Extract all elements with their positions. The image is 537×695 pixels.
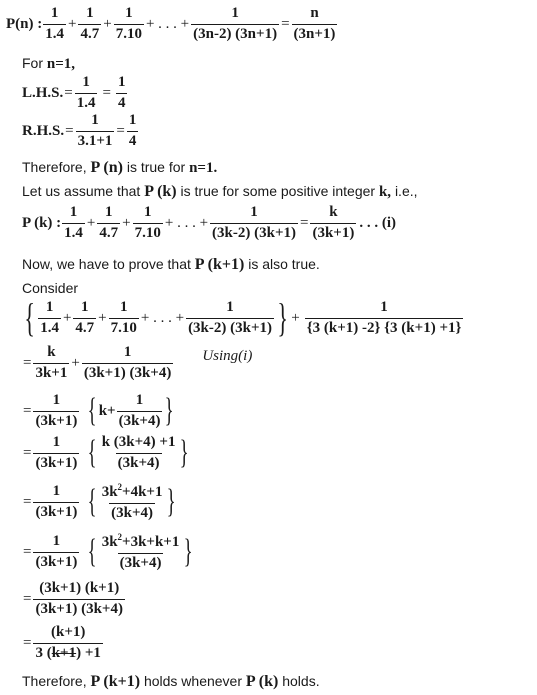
conclusion-line: Therefore, P (k+1) holds whenever P (k) holds. bbox=[22, 673, 320, 690]
big-expression: { 1 1.4 + $\frac{1}{4.7}$ + $\frac{1}{7.10}$ + . . . + $\frac{1}{(3k-2) (3k+1)}$ } + $\frac{1}{\{3 (k+1) -2\} \{3 (k+1) +1\}}$ bbox=[24, 295, 462, 340]
step-6: = $\frac{(3k+1) (k+1)}{(3k+1) (3k+4)}$ bbox=[23, 580, 123, 617]
assume-line: Let us assume that P (k) is true for some positive integer k, i.e., bbox=[22, 183, 418, 200]
pn-lhs: P(n) : bbox=[6, 15, 43, 32]
using-i-note: Using(i) bbox=[202, 347, 253, 364]
step-3: = $\frac{1}{(3k+1)}$ { k (3k+4) +1 (3k+4) } bbox=[23, 434, 190, 472]
step-1: = $\frac{k}{3k+1}$ + $\frac{1}{(3k+1) (3k+4)}$ Using(i) bbox=[23, 344, 253, 381]
therefore-pn-line: Therefore, P (n) is true for n=1. bbox=[22, 159, 218, 176]
pk-statement: P (k) : 1 1.4 + $\frac{1}{4.7}$ + $\frac{1}{7.10}$ + . . . + $\frac{1}{(3k-2) (3k+1)}$ = $\frac{k}{(3k+1)}$ . . . (i) bbox=[22, 204, 397, 241]
step-5: = $\frac{1}{(3k+1)}$ { $3k^2+3k+k+1$ (3k+4) } bbox=[23, 532, 194, 571]
pn-statement: P(n) : 1 1.4 + $\frac{1}{4.7}$ + $\frac{1}{7.10}$ + . . . + $\frac{1}{(3n-2) (3n+1)}$ = $\frac{n}{(3n+1)}$ bbox=[6, 5, 336, 42]
pn-general-term: $\frac{1}{(3n-2) (3n+1)}$ bbox=[193, 5, 278, 42]
step-4: = $\frac{1}{(3k+1)}$ { $3k^2+4k+1$ (3k+4) } bbox=[23, 482, 177, 521]
lhs-line: L.H.S. = $\frac{1}{1.4}$ = $\frac{1}{4}$ bbox=[22, 74, 126, 111]
equation-ref-i: . . . (i) bbox=[359, 214, 397, 231]
pn-term3: $\frac{1}{7.10}$ bbox=[115, 5, 142, 42]
consider-label: Consider bbox=[22, 280, 79, 296]
step-2: = $\frac{1}{(3k+1)}$ { k+ $\frac{1}{(3k+4)}$ } bbox=[23, 392, 175, 430]
pn-result: $\frac{n}{(3n+1)}$ bbox=[293, 5, 336, 42]
pn-term1: 1 1.4 bbox=[45, 5, 64, 42]
rhs-line: R.H.S. = $\frac{1}{3.1+1}$ = $\frac{1}{4}$ bbox=[22, 112, 137, 149]
pn-term2: $\frac{1}{4.7}$ bbox=[80, 5, 100, 42]
for-n-line: For n=1, bbox=[22, 55, 76, 72]
step-7: = $\frac{(k+1)}{3 (k+1) +1}$ bbox=[23, 624, 101, 661]
prove-line: Now, we have to prove that P (k+1) is also true. bbox=[22, 256, 320, 273]
